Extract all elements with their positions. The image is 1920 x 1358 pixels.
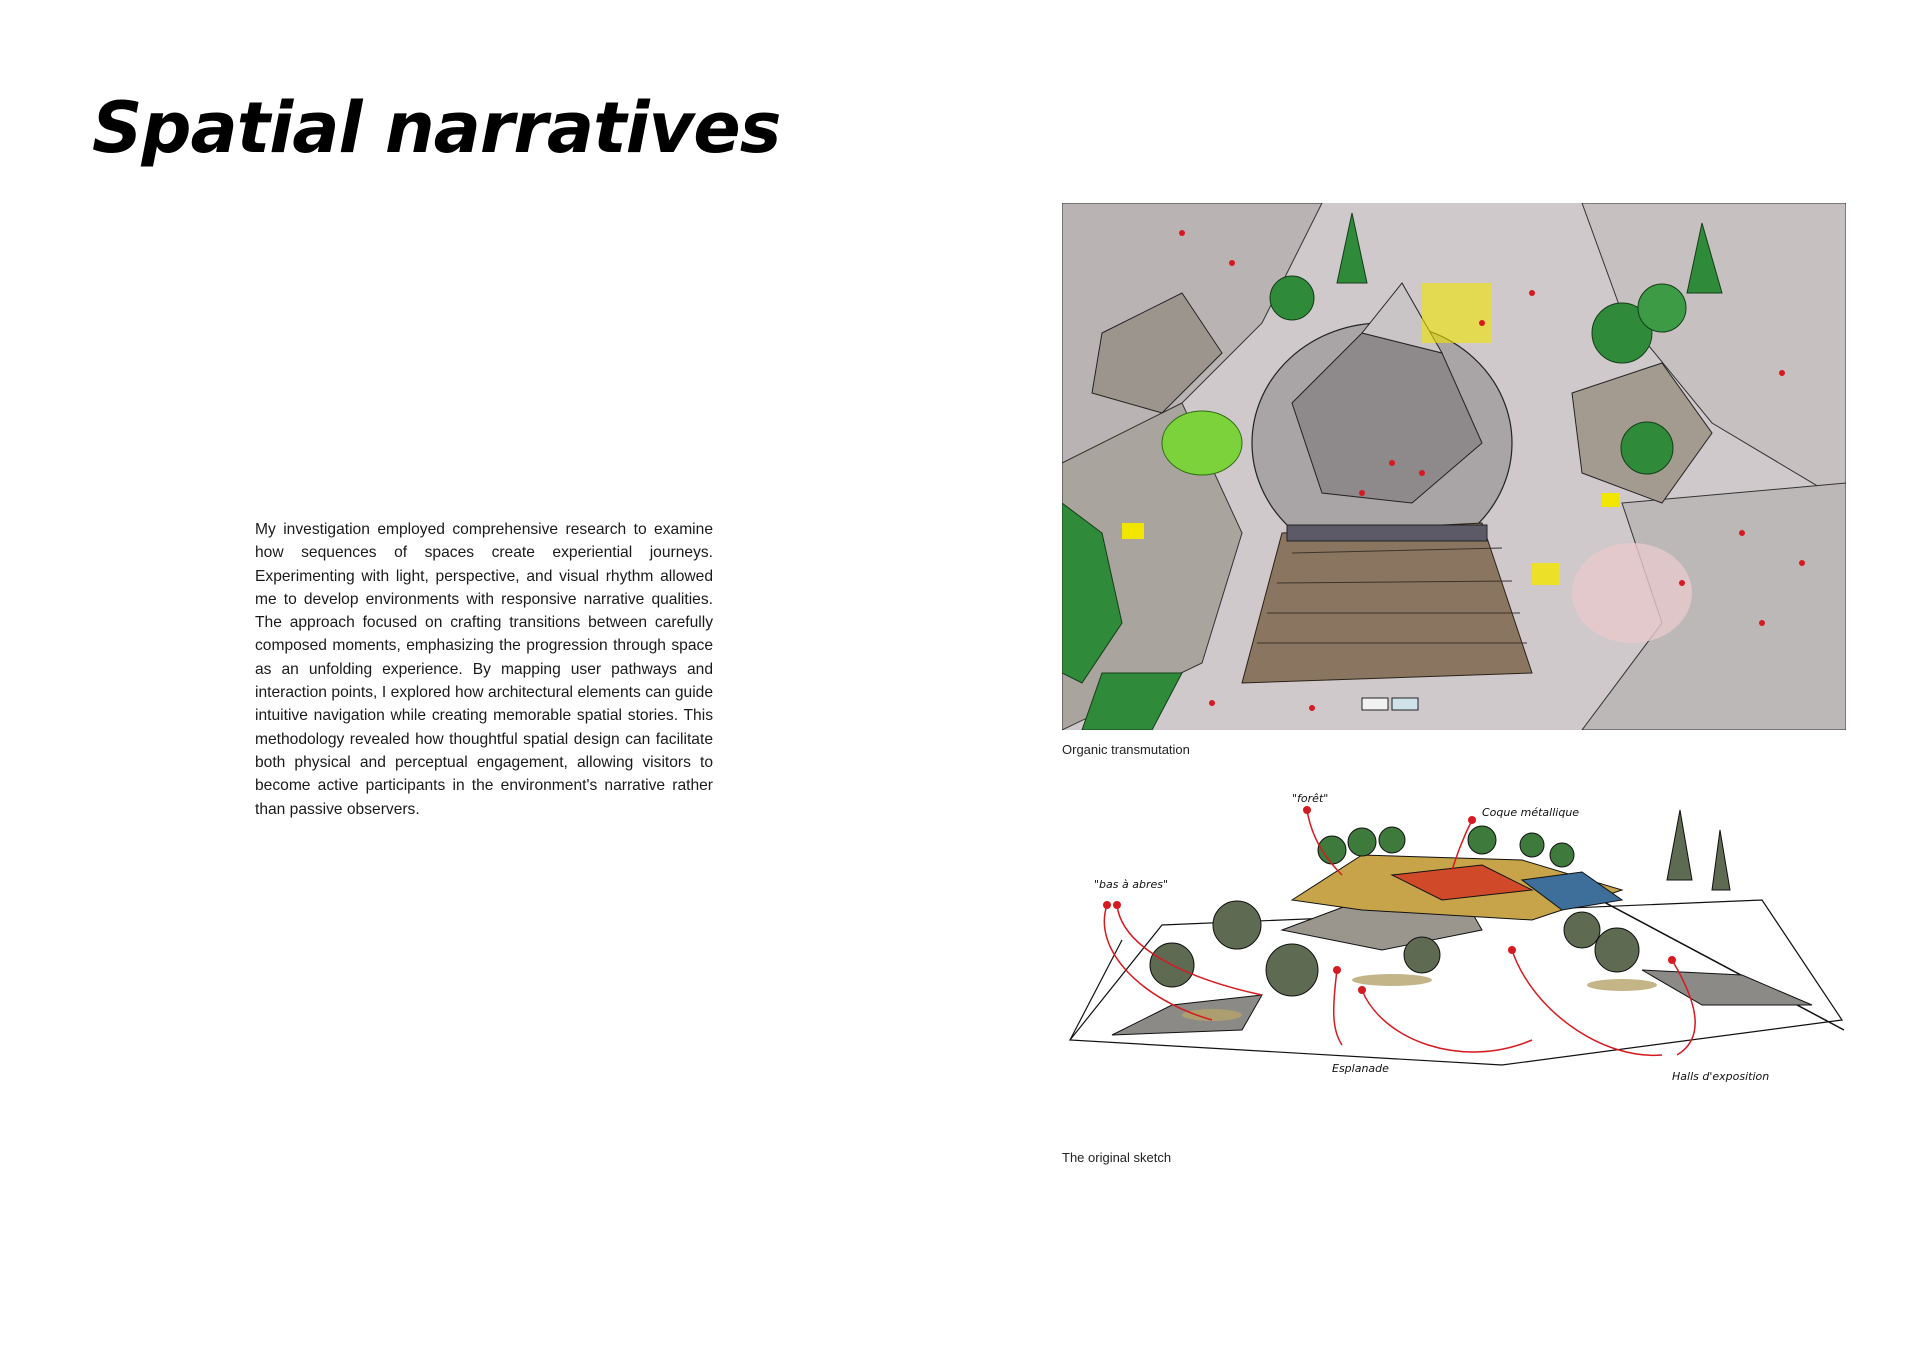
original-sketch-illustration [1062, 780, 1846, 1135]
annotation-esplanade: Esplanade [1332, 1062, 1389, 1075]
figure-caption-organic-transmutation: Organic transmutation [1062, 742, 1190, 757]
annotation-forest: "forêt" [1292, 792, 1329, 805]
body-paragraph: My investigation employed comprehensive research to examine how sequences of spaces create experiential journeys. Experimenting with light, perspective, and visual rhythm allowed me to develop environments with responsive narrative qualities. The approach focused on crafting transitions between carefully composed moments, emphasizing the progression through space as an unfolding experience. By mapping user pathways and interaction points, I explored how architectural elements can guide intuitive navigation while creating memorable spatial stories. This methodology revealed how thoughtful spatial design can facilitate both physical and perceptual engagement, allowing visitors to become active participants in the environment's narrative rather than passive observers. [255, 521, 713, 818]
organic-transmutation-illustration [1062, 203, 1846, 730]
organic-transmutation-drawing [1062, 203, 1846, 730]
annotation-trees: "bas à abres" [1094, 878, 1169, 891]
annotation-metal-shell: Coque métallique [1482, 806, 1580, 819]
page-title: Spatial narratives [92, 87, 781, 169]
original-sketch-drawing [1062, 780, 1846, 1135]
annotation-exhibition-halls: Halls d'exposition [1672, 1070, 1770, 1083]
figure-caption-original-sketch: The original sketch [1062, 1150, 1172, 1165]
